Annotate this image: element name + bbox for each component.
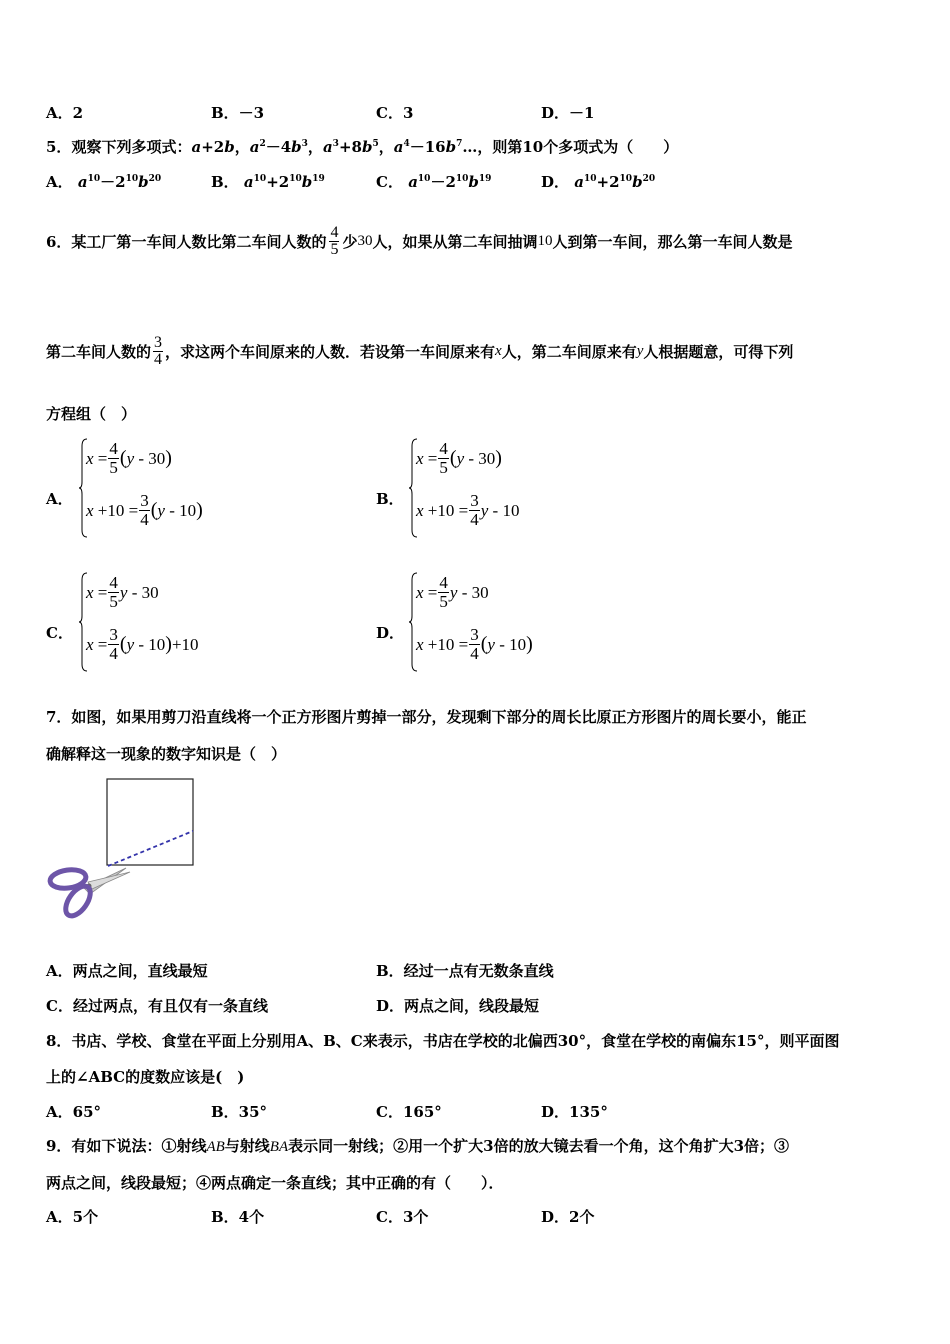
q9-stem-line1: 9．有如下说法：①射线AB与射线BA表示同一射线；②用一个扩大3倍的放大镜去看一个角，这个角扩大3倍；③ — [46, 1137, 790, 1155]
q8-option-b: B．35° — [211, 1103, 268, 1121]
q6-option-d-label: D． — [376, 624, 405, 642]
q9-option-b: B．4个 — [211, 1208, 265, 1226]
q4-option-c: C．3 — [376, 104, 414, 122]
q7-option-b: B．经过一点有无数条直线 — [376, 962, 554, 980]
q6-fraction-3-4: $\frac{3}{4}$ — [154, 333, 163, 368]
q8-option-c: C．165° — [376, 1103, 442, 1121]
q9-option-d: D．2个 — [541, 1208, 595, 1226]
q6-option-a-label: A． — [46, 490, 73, 508]
q7-stem-line2: 确解释这一现象的数字知识是（ ） — [46, 745, 287, 763]
q6-fraction-4-5: $\frac{4}{5}$ — [330, 223, 339, 258]
q6-stem-line1: 6．某工厂第一车间人数比第二车间人数的 $\frac{4}{5}$ 少 30 人，如果从第二车间抽调 10 人到第一车间，那么第一车间人数是 — [46, 223, 793, 258]
q7-stem-line1: 7．如图，如果用剪刀沿直线将一个正方形图片剪掉一部分，发现剩下部分的周长比原正方形图片的周长要小，能正 — [46, 708, 807, 726]
q4-option-d: D．－1 — [541, 104, 595, 122]
q6-option-c-system: x = $\frac{4}{5}$ y - 30 x = $\frac{3}{4}$ ( y - 10 ) +10 — [78, 572, 258, 672]
q4-option-b: B．－3 — [211, 104, 265, 122]
q6-option-b-label: B． — [376, 490, 404, 508]
q8-stem-line2: 上的∠ABC的度数应该是( ) — [46, 1068, 245, 1086]
q4-option-a: A．2 — [46, 104, 84, 122]
q7-option-a: A．两点之间，直线最短 — [46, 962, 208, 980]
q6-stem-line3: 方程组（ ） — [46, 405, 137, 423]
q6-option-d-system: x = $\frac{4}{5}$ y - 30 x +10 = $\frac{3}{4}$ ( y - 10 ) — [408, 572, 588, 672]
q5-option-c: C． $a^{10}-2^{10}b^{19}$ — [376, 173, 492, 191]
q8-option-d: D．135° — [541, 1103, 608, 1121]
q9-stem-line2: 两点之间，线段最短；④两点确定一条直线；其中正确的有（ ）． — [46, 1174, 504, 1192]
q7-option-c: C．经过两点，有且仅有一条直线 — [46, 997, 268, 1015]
q9-option-a: A．5个 — [46, 1208, 99, 1226]
q6-option-c-label: C． — [46, 624, 73, 642]
q8-option-a: A．65° — [46, 1103, 102, 1121]
q7-option-d: D．两点之间，线段最短 — [376, 997, 540, 1015]
q5-option-a: A． $a^{10}-2^{10}b^{20}$ — [46, 173, 162, 191]
q6-option-b-system: x = $\frac{4}{5}$ ( y - 30 ) x +10 = $\frac{3}{4}$ y - 10 — [408, 438, 588, 538]
square-shape — [107, 779, 193, 865]
scissors-icon — [49, 868, 130, 921]
q5-option-b: B． $a^{10}+2^{10}b^{19}$ — [211, 173, 325, 191]
q6-stem-line2: 第二车间人数的 $\frac{3}{4}$ ，求这两个车间原来的人数．若设第一车间原来有 x 人，第二车间原来有 y 人根据题意，可得下列 — [46, 333, 794, 368]
q7-figure — [44, 776, 204, 926]
q8-stem-line1: 8．书店、学校、食堂在平面上分别用A、B、C来表示，书店在学校的北偏西30°，食堂在学校的南偏东15°，则平面图 — [46, 1032, 840, 1050]
q6-option-a-system: x = $\frac{4}{5}$ ( y - 30 ) x +10 = $\frac{3}{4}$ ( y - 10 ) — [78, 438, 258, 538]
q5-option-d: D． $a^{10}+2^{10}b^{20}$ — [541, 173, 656, 191]
q9-option-c: C．3个 — [376, 1208, 429, 1226]
q5-stem: 5．观察下列多项式：a+2b，$a^2-4b^3$，$a^3+8b^5$，$a^4-16b^7\dots$，则第10个多项式为（ ） — [46, 138, 679, 156]
